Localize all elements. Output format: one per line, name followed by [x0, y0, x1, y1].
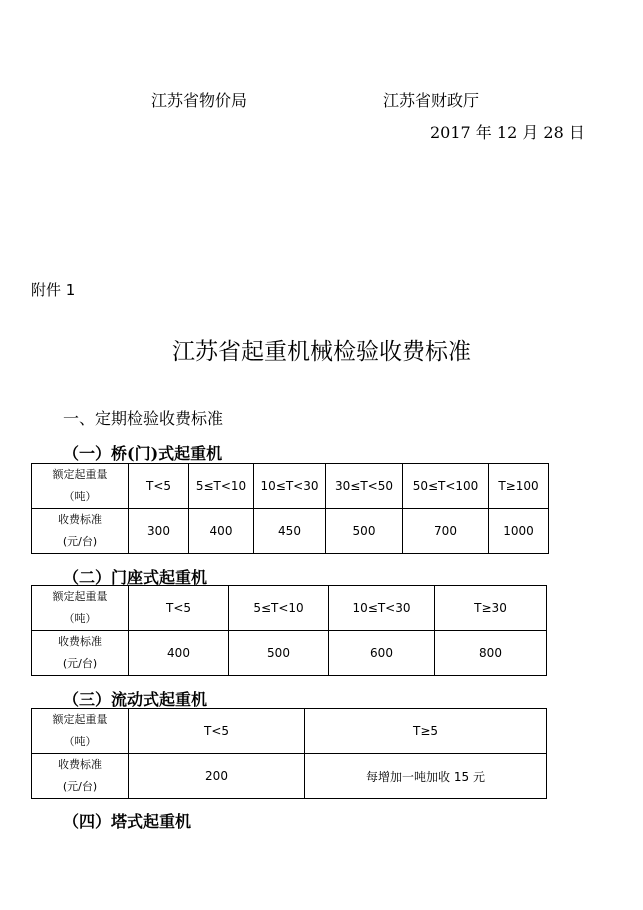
- row-label-line: （吨）: [63, 490, 97, 503]
- row-label-line: 收费标准: [58, 513, 102, 526]
- capacity-cell: 30≤T<50: [326, 464, 403, 509]
- fee-table-bridge-crane: [31, 463, 549, 554]
- fee-cell: 1000: [489, 509, 549, 554]
- issuer-price-bureau: 江苏省物价局: [151, 91, 248, 110]
- fee-cell: 800: [435, 631, 547, 676]
- capacity-cell: T≥30: [435, 586, 547, 631]
- table-row: [32, 754, 547, 799]
- capacity-cell: T<5: [129, 586, 229, 631]
- row-label-line: (元/台): [62, 657, 98, 670]
- capacity-cell: 10≤T<30: [254, 464, 326, 509]
- table-row: [32, 509, 549, 554]
- subsection-heading-mobile-crane: （三）流动式起重机: [63, 690, 208, 709]
- capacity-cell: 5≤T<10: [189, 464, 254, 509]
- fee-cell: 600: [329, 631, 435, 676]
- row-label-line: 额定起重量: [52, 590, 108, 603]
- capacity-cell: T<5: [129, 709, 305, 754]
- fee-table-mobile-crane: [31, 708, 547, 799]
- capacity-cell: T≥5: [305, 709, 547, 754]
- capacity-cell: 5≤T<10: [229, 586, 329, 631]
- capacity-cell: 10≤T<30: [329, 586, 435, 631]
- row-label-line: 额定起重量: [52, 468, 108, 481]
- fee-cell: 700: [403, 509, 489, 554]
- fee-cell: 450: [254, 509, 326, 554]
- fee-table-portal-crane: [31, 585, 547, 676]
- fee-cell: 200: [129, 754, 305, 799]
- subsection-heading-bridge-crane: （一）桥(门)式起重机: [63, 444, 223, 463]
- row-label-line: 额定起重量: [52, 713, 108, 726]
- row-label-line: （吨）: [63, 612, 97, 625]
- issue-date: 2017 年 12 月 28 日: [430, 123, 585, 142]
- row-label-capacity: [32, 464, 129, 509]
- subsection-heading-portal-crane: （二）门座式起重机: [63, 568, 208, 587]
- row-label-fee: [32, 509, 129, 554]
- row-label-line: 收费标准: [58, 635, 102, 648]
- fee-cell: 500: [326, 509, 403, 554]
- fee-cell: 每增加一吨加收 15 元: [305, 754, 547, 799]
- row-label-line: 收费标准: [58, 758, 102, 771]
- subsection-heading-tower-crane: （四）塔式起重机: [63, 812, 192, 831]
- fee-cell: 300: [129, 509, 189, 554]
- table-row: [32, 631, 547, 676]
- row-label-capacity: [32, 709, 129, 754]
- row-label-line: (元/台): [62, 535, 98, 548]
- capacity-cell: T<5: [129, 464, 189, 509]
- fee-cell: 400: [189, 509, 254, 554]
- section-heading-periodic-inspection: 一、定期检验收费标准: [63, 409, 224, 428]
- table-row: [32, 464, 549, 509]
- row-label-line: （吨）: [63, 735, 97, 748]
- document-title: 江苏省起重机械检验收费标准: [172, 339, 471, 365]
- row-label-fee: [32, 754, 129, 799]
- attachment-label: 附件 1: [31, 281, 76, 299]
- row-label-fee: [32, 631, 129, 676]
- fee-cell: 500: [229, 631, 329, 676]
- table-row: [32, 709, 547, 754]
- issuer-finance-department: 江苏省财政厅: [383, 91, 480, 110]
- fee-cell: 400: [129, 631, 229, 676]
- row-label-capacity: [32, 586, 129, 631]
- capacity-cell: 50≤T<100: [403, 464, 489, 509]
- capacity-cell: T≥100: [489, 464, 549, 509]
- table-row: [32, 586, 547, 631]
- row-label-line: (元/台): [62, 780, 98, 793]
